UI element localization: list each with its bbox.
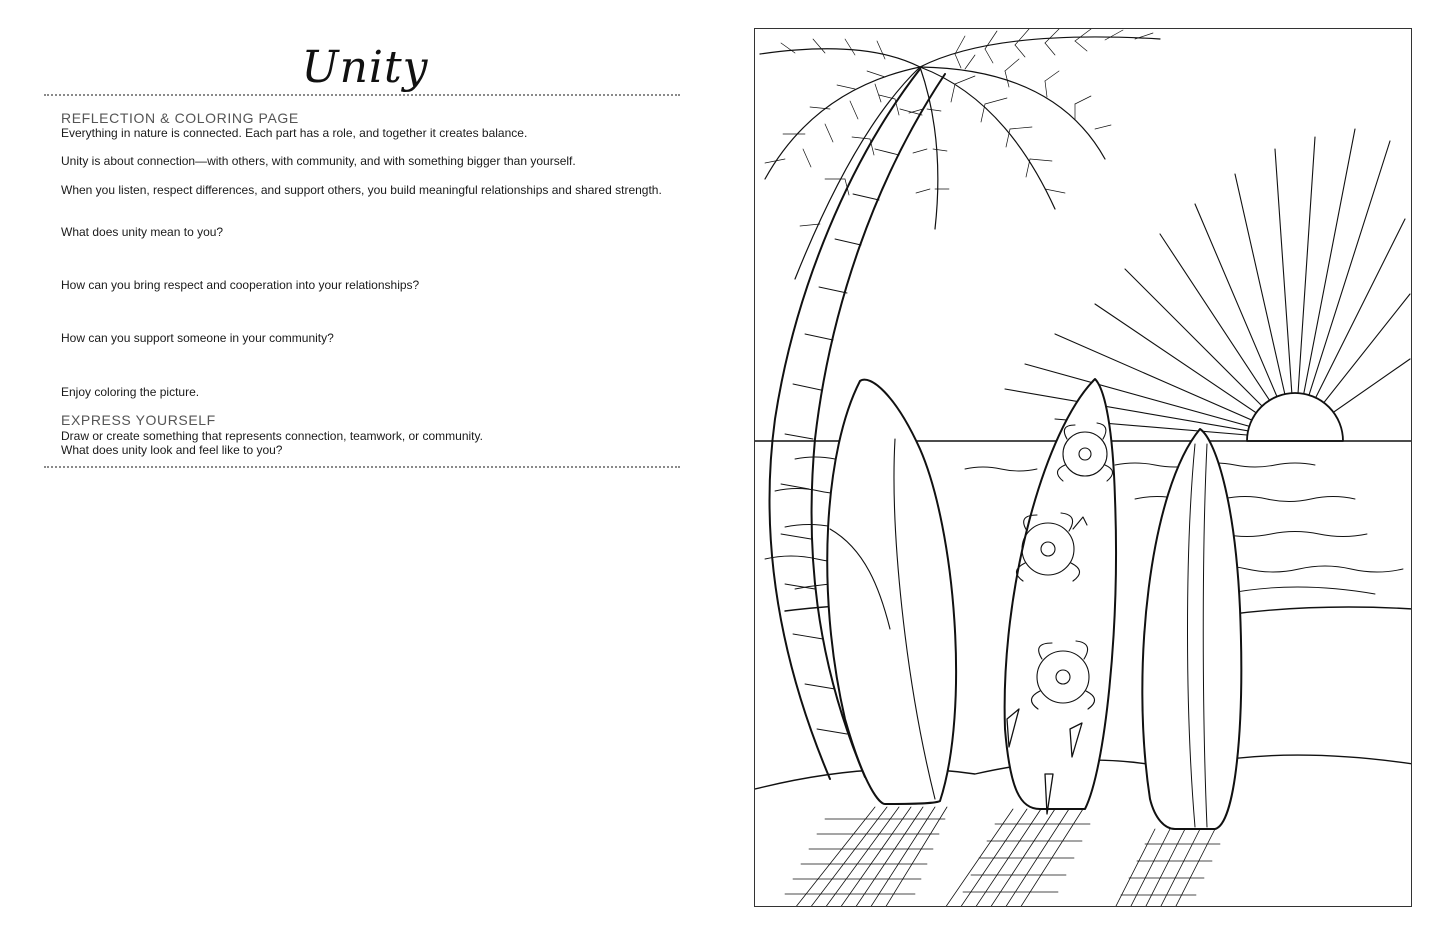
board-shadows bbox=[785, 807, 1220, 907]
paragraph-unity: Unity is about connection—with others, with community, and with something bigger than yourself. bbox=[61, 154, 576, 168]
palm-fronds bbox=[760, 37, 1160, 279]
express-heading: EXPRESS YOURSELF bbox=[61, 412, 216, 428]
express-line-2: What does unity look and feel like to you? bbox=[61, 443, 283, 457]
top-divider bbox=[44, 94, 680, 96]
paragraph-listen: When you listen, respect differences, and support others, you build meaningful relationships and shared strength. bbox=[61, 183, 662, 197]
surfboard-right bbox=[1142, 429, 1241, 829]
express-line-1: Draw or create something that represents connection, teamwork, or community. bbox=[61, 429, 483, 443]
coloring-illustration bbox=[754, 28, 1412, 907]
question-respect: How can you bring respect and cooperation into your relationships? bbox=[61, 278, 420, 292]
frond-leaflets bbox=[765, 29, 1153, 226]
sun bbox=[1247, 393, 1343, 441]
reflection-heading: REFLECTION & COLORING PAGE bbox=[61, 110, 299, 126]
bottom-divider bbox=[44, 466, 680, 468]
enjoy-coloring-text: Enjoy coloring the picture. bbox=[61, 385, 200, 399]
surfboard-middle bbox=[1005, 379, 1116, 814]
sun-rays bbox=[1005, 129, 1410, 439]
paragraph-nature: Everything in nature is connected. Each part has a role, and together it creates balance. bbox=[61, 126, 528, 140]
page-title: Unity bbox=[301, 42, 429, 93]
question-meaning: What does unity mean to you? bbox=[61, 225, 224, 239]
question-support: How can you support someone in your community? bbox=[61, 331, 334, 345]
surfboard-left bbox=[827, 380, 956, 804]
